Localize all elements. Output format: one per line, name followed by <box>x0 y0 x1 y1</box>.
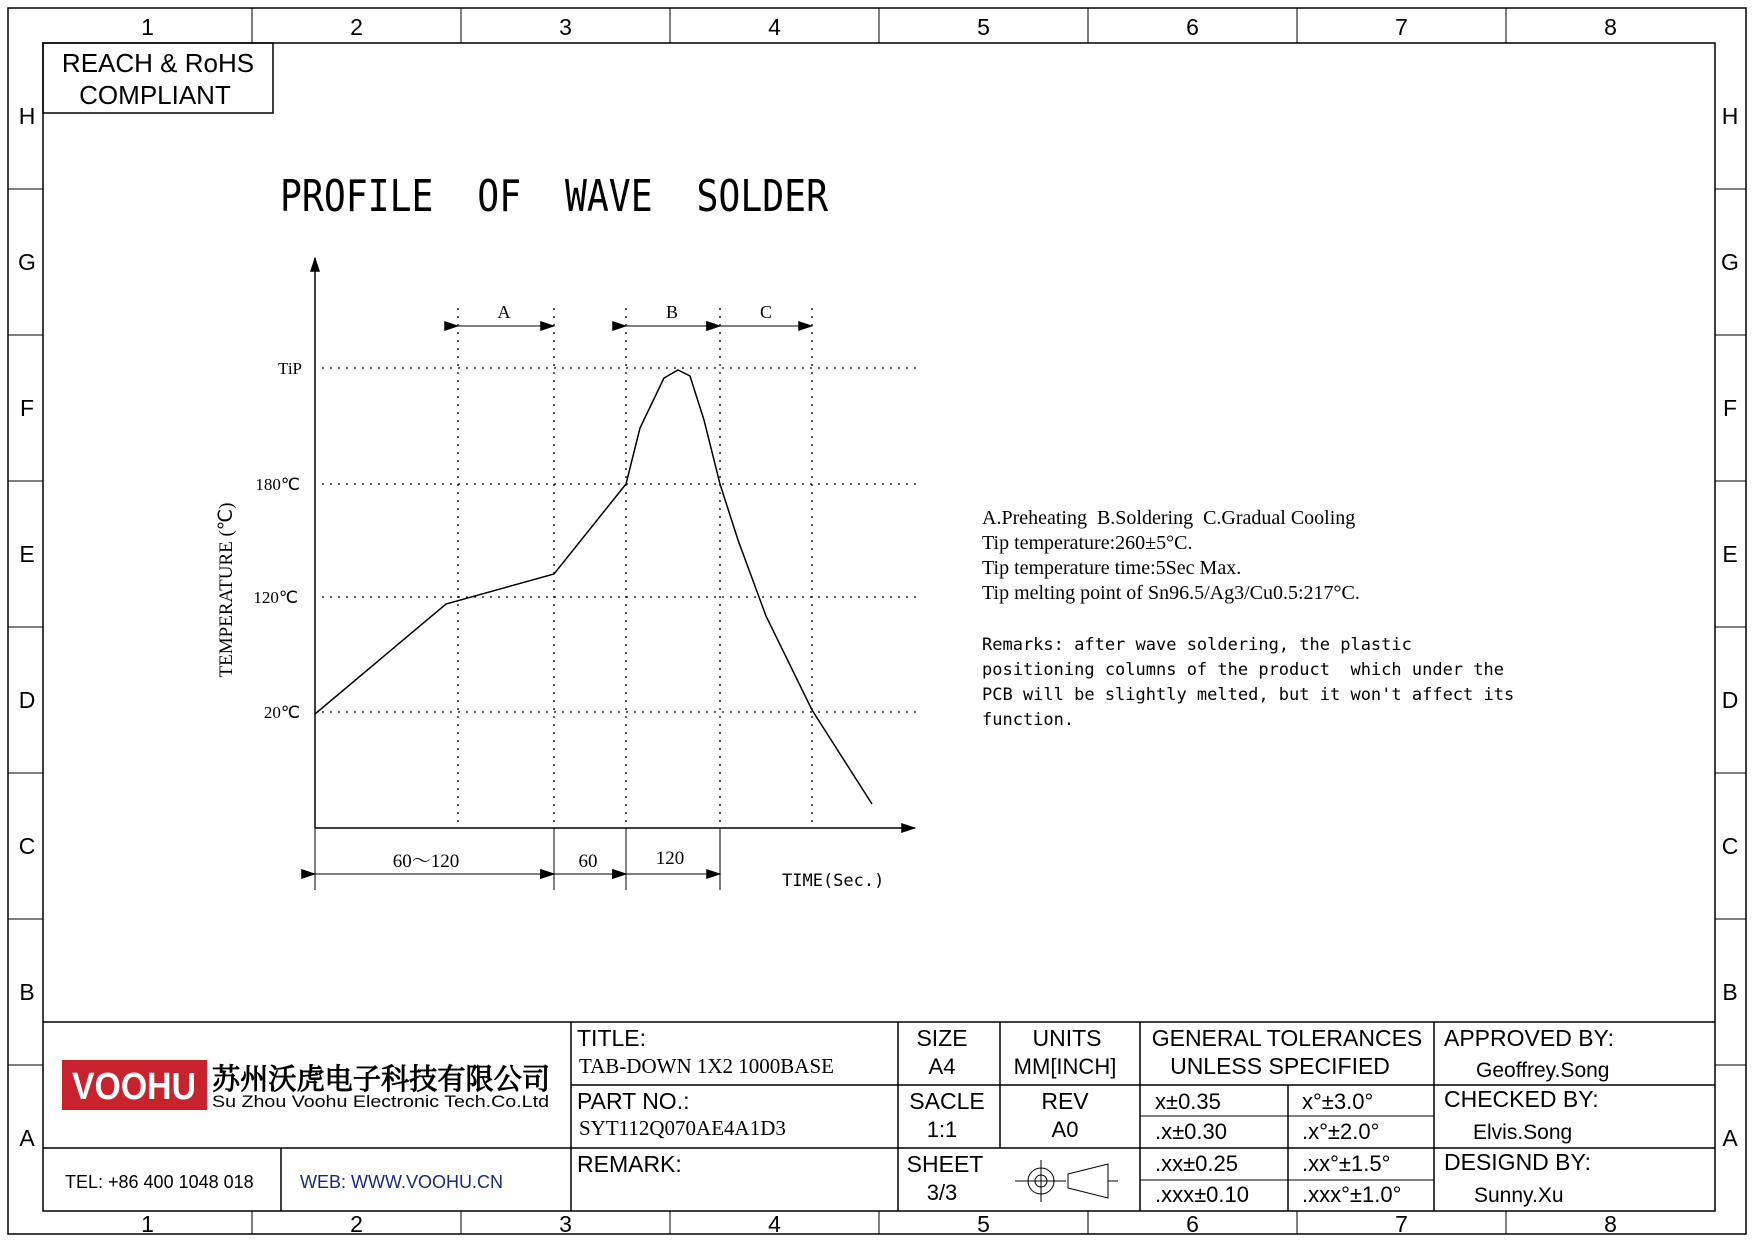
grid-column-label: 8 <box>1604 14 1617 40</box>
grid-row-label: H <box>18 103 36 129</box>
tolerance-angular: .x°±2.0° <box>1302 1119 1380 1144</box>
tolerance-angular: .xxx°±1.0° <box>1302 1182 1402 1207</box>
grid-column-label: 6 <box>1186 14 1199 40</box>
grid-row-label: H <box>1721 103 1739 129</box>
tolerance-header-1: GENERAL TOLERANCES <box>1151 1025 1423 1051</box>
grid-row-label: F <box>1722 395 1738 421</box>
part-no-value: SYT112Q070AE4A1D3 <box>579 1116 786 1140</box>
temperature-profile-curve <box>315 370 872 804</box>
grid-row-label: D <box>18 687 36 713</box>
grid-column-label: 8 <box>1604 1211 1617 1237</box>
company-name-en: Su Zhou Voohu Electronic Tech.Co.Ltd <box>212 1092 549 1111</box>
grid-column-label: 2 <box>350 14 363 40</box>
tolerance-linear: .xx±0.25 <box>1155 1151 1239 1176</box>
grid-row-label: C <box>1721 833 1739 859</box>
grid-column-label: 4 <box>768 14 781 40</box>
approved-label: APPROVED BY: <box>1444 1025 1615 1051</box>
y-tick-180: 180℃ <box>255 475 300 494</box>
duration-solder: 120 <box>655 848 685 869</box>
sheet-frame <box>8 8 1746 1237</box>
grid-row-label: B <box>1722 979 1738 1005</box>
grid-row-label: G <box>18 249 36 275</box>
title-block <box>43 1022 1715 1211</box>
compliance-line-1: REACH & RoHS <box>61 48 255 78</box>
scale-value: 1:1 <box>926 1117 958 1142</box>
note-line: A.Preheating B.Soldering C.Gradual Cooling <box>982 507 1356 529</box>
zone-label-c: C <box>759 302 773 322</box>
note-line: Tip melting point of Sn96.5/Ag3/Cu0.5:217°C. <box>982 582 1360 604</box>
approved-value: Geoffrey.Song <box>1476 1059 1610 1082</box>
grid-row-label: B <box>19 979 35 1005</box>
remark-line: Remarks: after wave soldering, the plastic <box>982 635 1412 655</box>
grid-column-label: 1 <box>141 14 154 40</box>
grid-row-label: F <box>19 395 35 421</box>
tolerance-angular: x°±3.0° <box>1302 1089 1374 1114</box>
grid-column-label: 7 <box>1395 14 1408 40</box>
drawing-title: PROFILE OF WAVE SOLDER <box>280 171 829 222</box>
grid-row-label: E <box>1722 541 1738 567</box>
compliance-line-2: COMPLIANT <box>79 80 231 110</box>
frame-grid-labels <box>18 14 1739 1237</box>
remark-label: REMARK: <box>577 1151 682 1177</box>
grid-row-label: D <box>1721 687 1739 713</box>
note-line: Tip temperature time:5Sec Max. <box>982 557 1242 579</box>
zone-label-a: A <box>497 302 511 322</box>
process-notes <box>982 507 1514 730</box>
company-tel: TEL: +86 400 1048 018 <box>65 1172 254 1192</box>
size-label: SIZE <box>916 1025 968 1051</box>
projection-symbol-icon <box>1015 1160 1118 1202</box>
y-tick-tip: TiP <box>278 359 302 378</box>
duration-preheat: 60～120 <box>392 851 460 872</box>
tolerance-linear: x±0.35 <box>1155 1089 1221 1114</box>
grid-row-label: A <box>1722 1125 1738 1151</box>
scale-label: SACLE <box>909 1088 985 1114</box>
rev-label: REV <box>1041 1088 1089 1114</box>
remark-line: function. <box>982 710 1075 730</box>
grid-row-label: G <box>1721 249 1739 275</box>
y-tick-120: 120℃ <box>253 588 298 607</box>
designed-value: Sunny.Xu <box>1474 1184 1564 1207</box>
compliance-badge <box>43 43 273 113</box>
grid-column-label: 3 <box>559 14 572 40</box>
remark-line: positioning columns of the product which under the <box>982 660 1504 680</box>
y-axis-label: TEMPERATURE (℃) <box>216 502 237 678</box>
part-no-label: PART NO.: <box>577 1088 690 1114</box>
designed-label: DESIGND BY: <box>1444 1149 1591 1175</box>
grid-column-label: 5 <box>977 14 990 40</box>
tolerance-linear: .xxx±0.10 <box>1155 1182 1250 1207</box>
units-label: UNITS <box>1032 1025 1102 1051</box>
checked-value: Elvis.Song <box>1473 1121 1573 1144</box>
company-web: WEB: WWW.VOOHU.CN <box>300 1172 503 1192</box>
grid-column-label: 3 <box>559 1211 572 1237</box>
grid-column-label: 4 <box>768 1211 781 1237</box>
grid-row-label: C <box>18 833 36 859</box>
remark-line: PCB will be slightly melted, but it won't affect its <box>982 685 1515 705</box>
size-value: A4 <box>928 1054 956 1079</box>
title-value: TAB-DOWN 1X2 1000BASE <box>579 1054 834 1078</box>
grid-row-label: A <box>19 1125 35 1151</box>
logo-wordmark: VOOHU <box>72 1066 196 1108</box>
wave-solder-profile-chart <box>216 258 918 891</box>
duration-transition: 60 <box>578 851 598 872</box>
rev-value: A0 <box>1051 1117 1079 1142</box>
grid-column-label: 2 <box>350 1211 363 1237</box>
note-line: Tip temperature:260±5°C. <box>982 532 1193 554</box>
grid-row-label: E <box>19 541 35 567</box>
sheet-label: SHEET <box>906 1151 984 1177</box>
grid-column-label: 5 <box>977 1211 990 1237</box>
tolerance-header-2: UNLESS SPECIFIED <box>1170 1053 1390 1079</box>
grid-column-label: 1 <box>141 1211 154 1237</box>
units-value: MM[INCH] <box>1013 1054 1117 1079</box>
y-tick-20: 20℃ <box>263 703 300 722</box>
company-name-cn: 苏州沃虎电子科技有限公司 <box>212 1064 561 1096</box>
title-label: TITLE: <box>577 1025 647 1051</box>
grid-column-label: 7 <box>1395 1211 1408 1237</box>
tolerance-linear: .x±0.30 <box>1155 1119 1228 1144</box>
x-axis-label: TIME(Sec.) <box>782 871 885 891</box>
checked-label: CHECKED BY: <box>1444 1086 1599 1112</box>
tolerance-angular: .xx°±1.5° <box>1302 1151 1391 1176</box>
company-logo <box>62 1060 207 1110</box>
zone-label-b: B <box>665 302 679 322</box>
sheet-value: 3/3 <box>926 1180 958 1205</box>
grid-column-label: 6 <box>1186 1211 1199 1237</box>
